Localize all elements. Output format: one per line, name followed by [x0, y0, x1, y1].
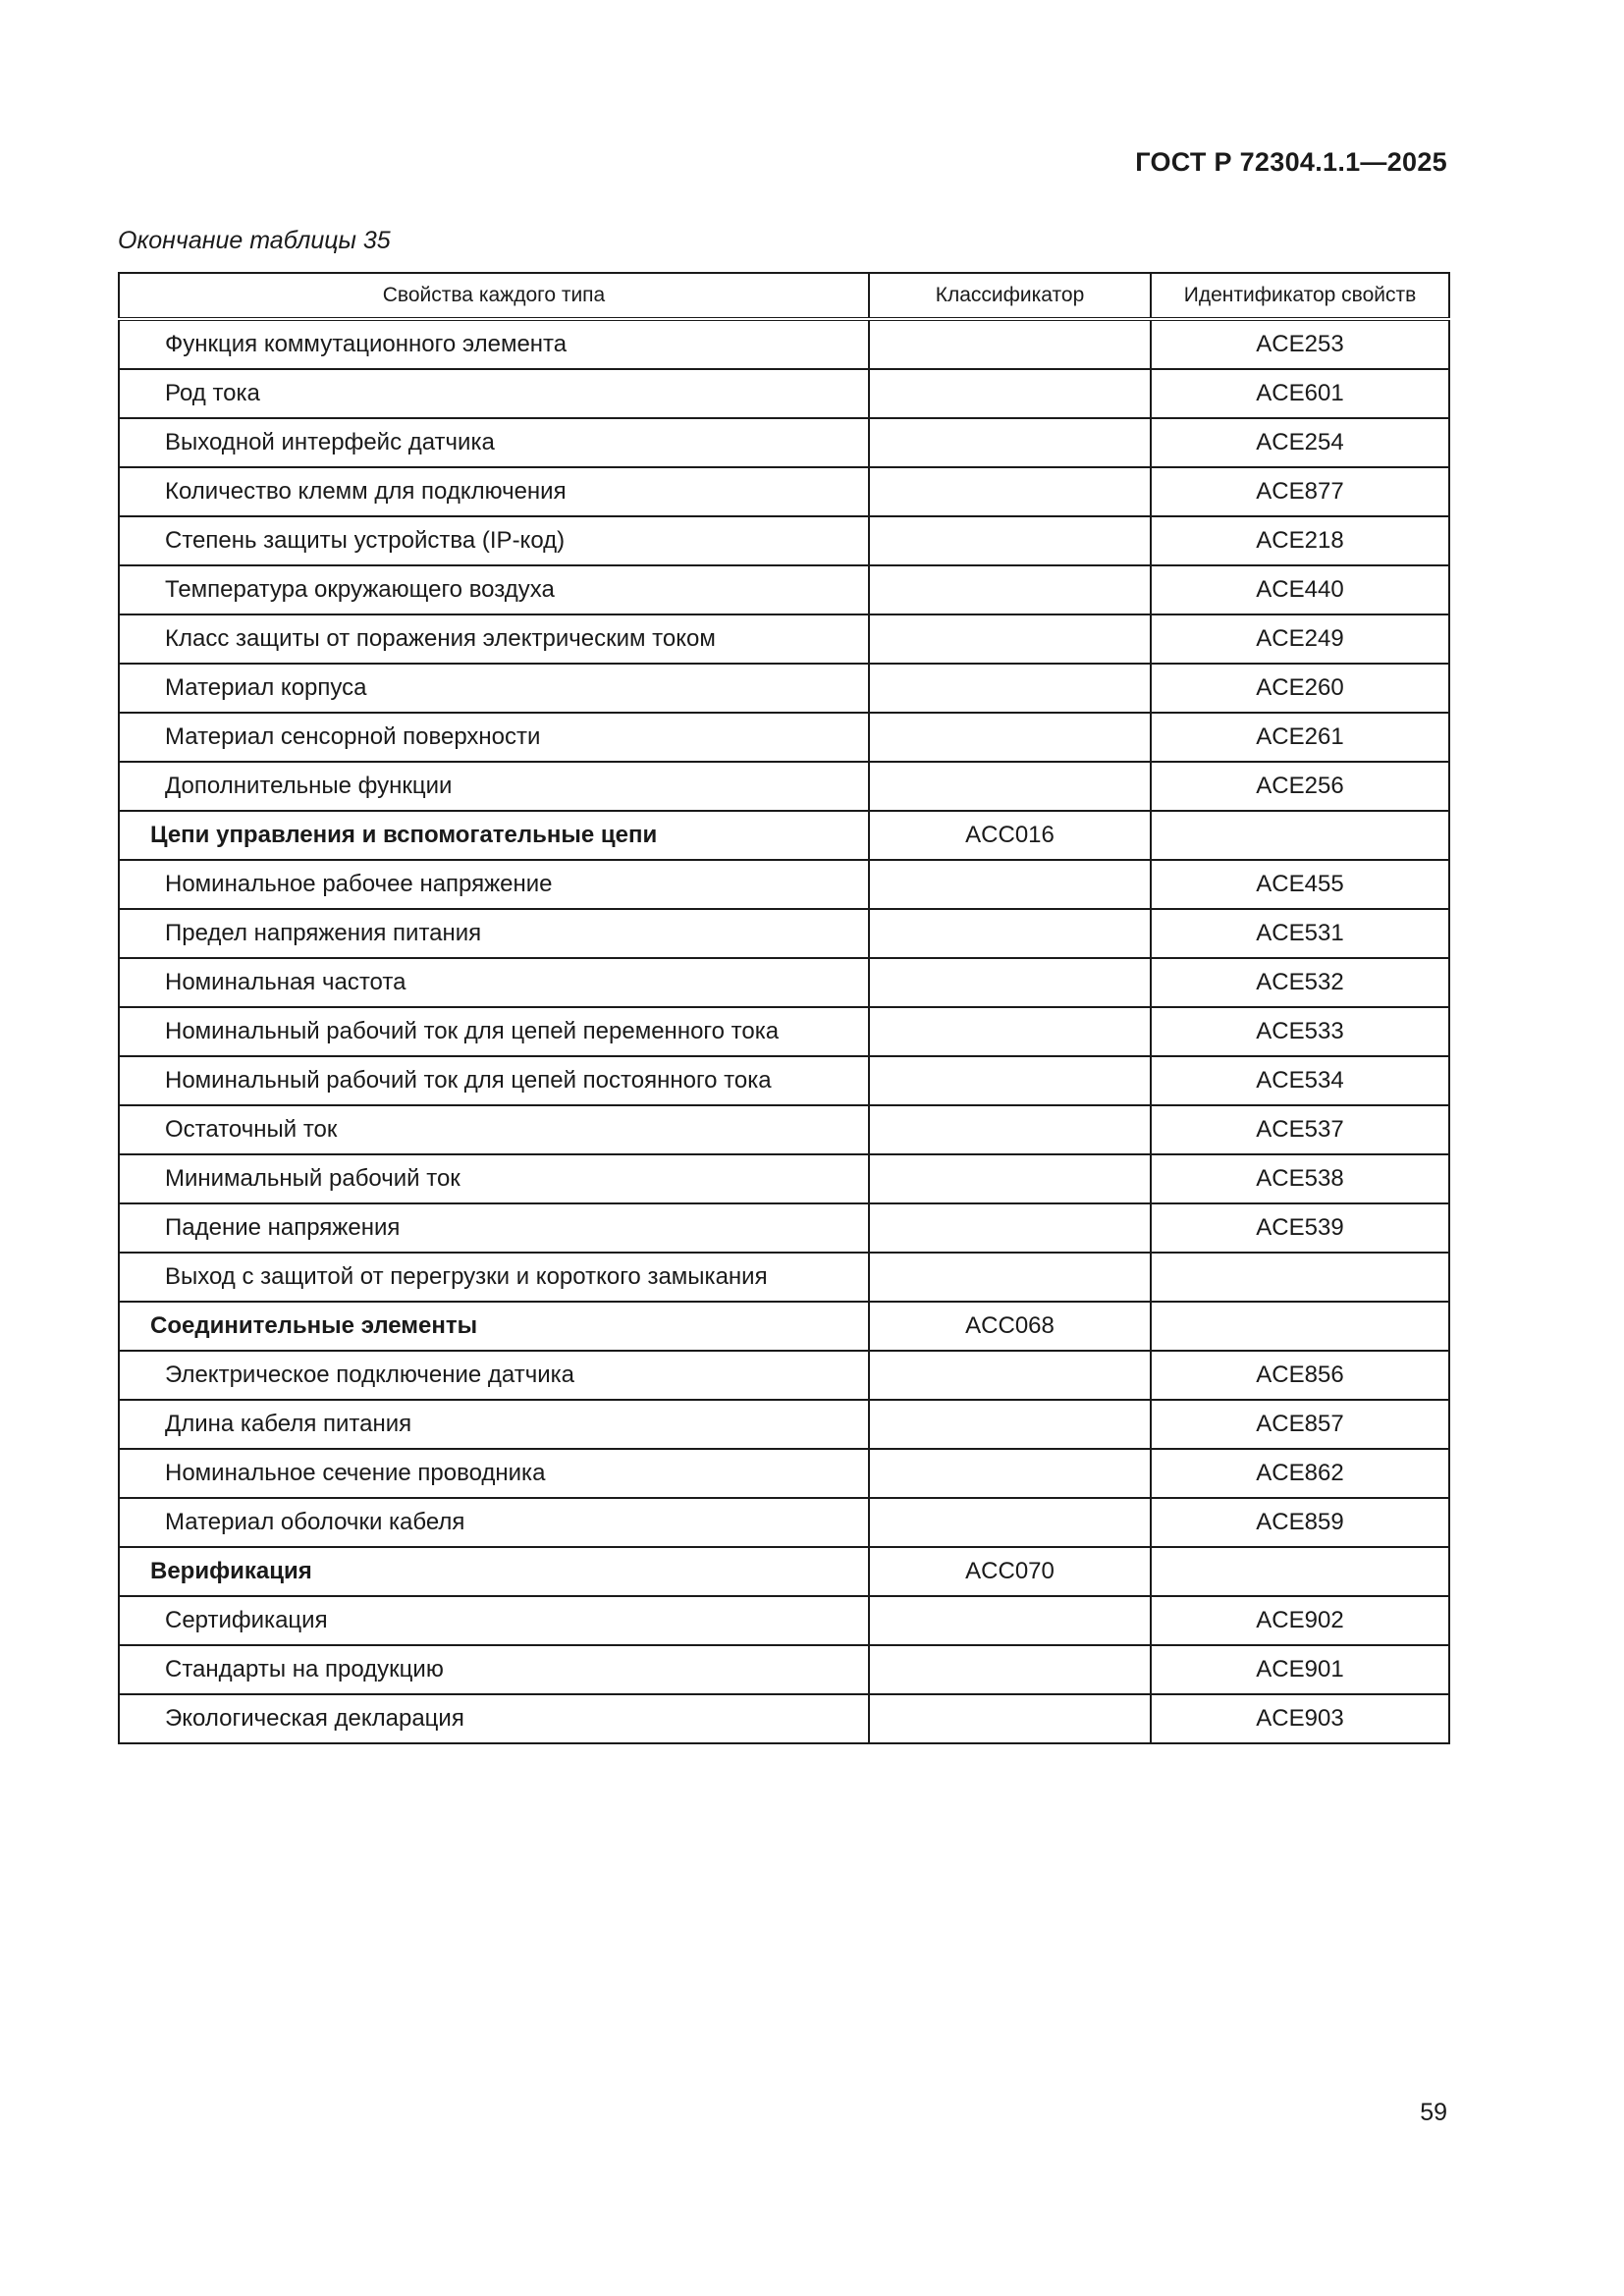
- property-name-cell: Номинальный рабочий ток для цепей переменного тока: [119, 1007, 869, 1056]
- property-name-cell: Номинальный рабочий ток для цепей постоянного тока: [119, 1056, 869, 1105]
- property-name-cell: Длина кабеля питания: [119, 1400, 869, 1449]
- table-row: [119, 1351, 1449, 1400]
- table-row: [119, 1105, 1449, 1154]
- property-name-cell: Род тока: [119, 369, 869, 418]
- table-row: [119, 1645, 1449, 1694]
- table-group-row: [119, 1547, 1449, 1596]
- property-id-cell: ACE254: [1151, 418, 1449, 467]
- property-id-cell: ACE901: [1151, 1645, 1449, 1694]
- property-name-cell: Цепи управления и вспомогательные цепи: [119, 811, 869, 860]
- property-name-cell: Выходной интерфейс датчика: [119, 418, 869, 467]
- property-name-cell: Электрическое подключение датчика: [119, 1351, 869, 1400]
- property-name-cell: Экологическая декларация: [119, 1694, 869, 1743]
- classifier-cell: [869, 1253, 1151, 1302]
- table-row: [119, 565, 1449, 614]
- table-row: [119, 1056, 1449, 1105]
- classifier-cell: [869, 1351, 1151, 1400]
- table-row: [119, 909, 1449, 958]
- property-id-cell: ACE877: [1151, 467, 1449, 516]
- property-name-cell: Материал корпуса: [119, 664, 869, 713]
- property-id-cell: ACE260: [1151, 664, 1449, 713]
- property-name-cell: Выход с защитой от перегрузки и короткого замыкания: [119, 1253, 869, 1302]
- table-row: [119, 1694, 1449, 1743]
- classifier-cell: [869, 369, 1151, 418]
- document-code: ГОСТ Р 72304.1.1—2025: [1135, 147, 1447, 177]
- classifier-cell: ACC068: [869, 1302, 1151, 1351]
- column-header-classifier: Классификатор: [869, 273, 1151, 319]
- property-name-cell: Сертификация: [119, 1596, 869, 1645]
- property-id-cell: [1151, 811, 1449, 860]
- table-row: [119, 467, 1449, 516]
- property-name-cell: Класс защиты от поражения электрическим током: [119, 614, 869, 664]
- classifier-cell: [869, 1400, 1151, 1449]
- classifier-cell: [869, 614, 1151, 664]
- property-id-cell: ACE856: [1151, 1351, 1449, 1400]
- property-id-cell: ACE533: [1151, 1007, 1449, 1056]
- table-header-row: [119, 273, 1449, 319]
- table-row: [119, 958, 1449, 1007]
- property-id-cell: ACE862: [1151, 1449, 1449, 1498]
- classifier-cell: ACC070: [869, 1547, 1151, 1596]
- property-name-cell: Функция коммутационного элемента: [119, 319, 869, 369]
- property-name-cell: Падение напряжения: [119, 1203, 869, 1253]
- table-row: [119, 860, 1449, 909]
- property-name-cell: Номинальное сечение проводника: [119, 1449, 869, 1498]
- table-row: [119, 1007, 1449, 1056]
- property-id-cell: ACE256: [1151, 762, 1449, 811]
- table-group-row: [119, 811, 1449, 860]
- table-row: [119, 1400, 1449, 1449]
- table-group-row: [119, 1302, 1449, 1351]
- classifier-cell: [869, 565, 1151, 614]
- property-id-cell: ACE249: [1151, 614, 1449, 664]
- property-name-cell: Материал оболочки кабеля: [119, 1498, 869, 1547]
- classifier-cell: [869, 1596, 1151, 1645]
- property-id-cell: ACE902: [1151, 1596, 1449, 1645]
- classifier-cell: ACC016: [869, 811, 1151, 860]
- table-row: [119, 1253, 1449, 1302]
- property-id-cell: ACE538: [1151, 1154, 1449, 1203]
- classifier-cell: [869, 713, 1151, 762]
- property-name-cell: Стандарты на продукцию: [119, 1645, 869, 1694]
- table-row: [119, 319, 1449, 369]
- property-id-cell: ACE601: [1151, 369, 1449, 418]
- table-row: [119, 1154, 1449, 1203]
- property-name-cell: Номинальная частота: [119, 958, 869, 1007]
- table-row: [119, 664, 1449, 713]
- property-id-cell: ACE455: [1151, 860, 1449, 909]
- page-number: 59: [1420, 2099, 1447, 2126]
- table-body: [119, 319, 1449, 1743]
- property-name-cell: Материал сенсорной поверхности: [119, 713, 869, 762]
- table-caption: Окончание таблицы 35: [118, 227, 391, 254]
- property-name-cell: Минимальный рабочий ток: [119, 1154, 869, 1203]
- classifier-cell: [869, 1056, 1151, 1105]
- classifier-cell: [869, 664, 1151, 713]
- property-name-cell: Количество клемм для подключения: [119, 467, 869, 516]
- property-id-cell: [1151, 1547, 1449, 1596]
- classifier-cell: [869, 1645, 1151, 1694]
- property-id-cell: ACE531: [1151, 909, 1449, 958]
- classifier-cell: [869, 1694, 1151, 1743]
- classifier-cell: [869, 762, 1151, 811]
- table-row: [119, 369, 1449, 418]
- table-row: [119, 1498, 1449, 1547]
- property-name-cell: Температура окружающего воздуха: [119, 565, 869, 614]
- table-row: [119, 713, 1449, 762]
- property-id-cell: ACE253: [1151, 319, 1449, 369]
- table-row: [119, 1203, 1449, 1253]
- column-header-properties: Свойства каждого типа: [119, 273, 869, 319]
- classifier-cell: [869, 1498, 1151, 1547]
- classifier-cell: [869, 1203, 1151, 1253]
- classifier-cell: [869, 319, 1151, 369]
- property-id-cell: ACE903: [1151, 1694, 1449, 1743]
- property-id-cell: ACE261: [1151, 713, 1449, 762]
- property-name-cell: Степень защиты устройства (IP-код): [119, 516, 869, 565]
- property-name-cell: Соединительные элементы: [119, 1302, 869, 1351]
- property-name-cell: Остаточный ток: [119, 1105, 869, 1154]
- property-id-cell: ACE539: [1151, 1203, 1449, 1253]
- property-id-cell: ACE534: [1151, 1056, 1449, 1105]
- classifier-cell: [869, 418, 1151, 467]
- table-row: [119, 614, 1449, 664]
- classifier-cell: [869, 467, 1151, 516]
- property-id-cell: ACE537: [1151, 1105, 1449, 1154]
- table-row: [119, 1449, 1449, 1498]
- property-name-cell: Номинальное рабочее напряжение: [119, 860, 869, 909]
- property-id-cell: ACE440: [1151, 565, 1449, 614]
- table-row: [119, 516, 1449, 565]
- classifier-cell: [869, 1154, 1151, 1203]
- property-id-cell: ACE218: [1151, 516, 1449, 565]
- table-row: [119, 762, 1449, 811]
- property-name-cell: Дополнительные функции: [119, 762, 869, 811]
- table-row: [119, 418, 1449, 467]
- property-id-cell: ACE532: [1151, 958, 1449, 1007]
- classifier-cell: [869, 909, 1151, 958]
- property-id-cell: ACE857: [1151, 1400, 1449, 1449]
- table-row: [119, 1596, 1449, 1645]
- classifier-cell: [869, 516, 1151, 565]
- classifier-cell: [869, 1449, 1151, 1498]
- properties-table: [118, 272, 1450, 1744]
- property-name-cell: Верификация: [119, 1547, 869, 1596]
- property-id-cell: ACE859: [1151, 1498, 1449, 1547]
- property-id-cell: [1151, 1302, 1449, 1351]
- property-id-cell: [1151, 1253, 1449, 1302]
- property-name-cell: Предел напряжения питания: [119, 909, 869, 958]
- column-header-property-id: Идентификатор свойств: [1151, 273, 1449, 319]
- classifier-cell: [869, 860, 1151, 909]
- classifier-cell: [869, 1105, 1151, 1154]
- classifier-cell: [869, 1007, 1151, 1056]
- classifier-cell: [869, 958, 1151, 1007]
